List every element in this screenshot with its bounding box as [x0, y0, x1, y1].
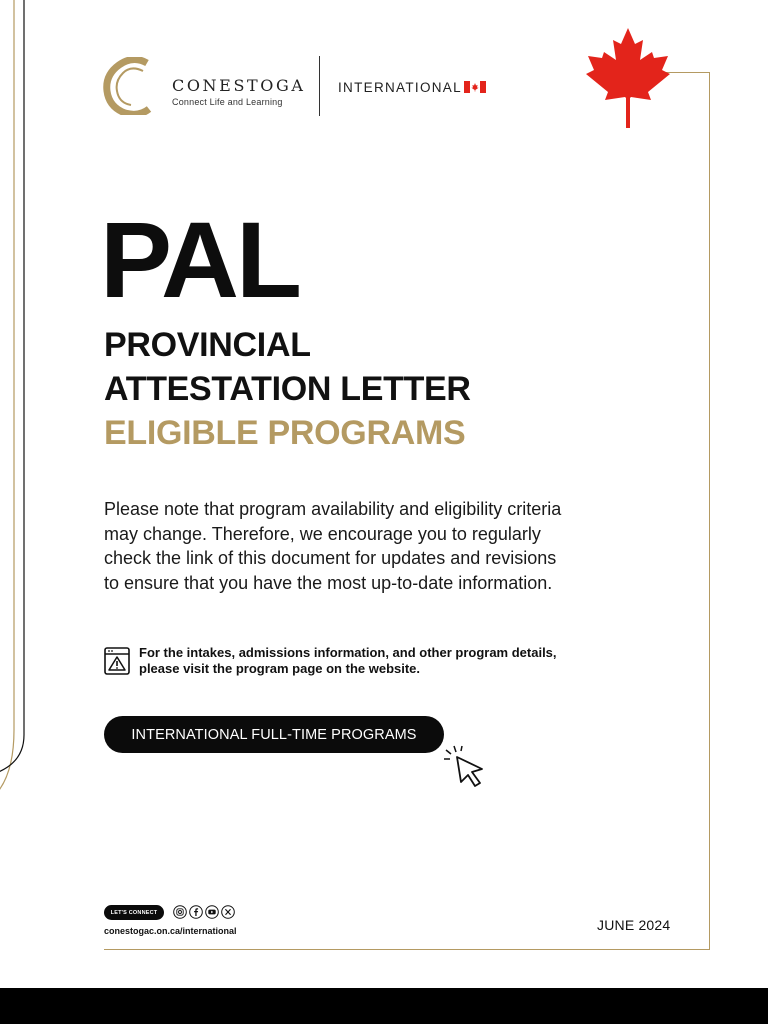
click-cursor-icon [442, 740, 492, 790]
frame-bottom-line [104, 949, 710, 950]
brand-division: INTERNATIONAL [338, 80, 462, 95]
international-programs-button[interactable]: INTERNATIONAL FULL-TIME PROGRAMS [104, 716, 444, 753]
decorative-left-curves [0, 0, 40, 820]
instagram-icon[interactable] [173, 905, 187, 919]
website-link[interactable]: conestogac.on.ca/international [104, 926, 237, 936]
publication-date: JUNE 2024 [597, 917, 671, 933]
intro-paragraph: Please note that program availability and eligibility criteria may change. Therefore, we encourage you to regularly check the link of this document for updates and revisions to ensure that you have the most up-to-date information. [104, 499, 562, 593]
lets-connect-badge: LET'S CONNECT [104, 905, 164, 920]
frame-right-line [709, 72, 710, 950]
browser-warning-icon [104, 647, 130, 675]
brand-tagline: Connect Life and Learning [172, 97, 283, 107]
subtitle-line-3: ELIGIBLE PROGRAMS [104, 414, 466, 452]
brand-name: CONESTOGA [172, 76, 306, 95]
youtube-icon[interactable] [205, 905, 219, 919]
maple-leaf-icon [582, 26, 674, 128]
conestoga-logo-icon [103, 57, 155, 115]
x-icon[interactable] [221, 905, 235, 919]
subtitle-line-2: ATTESTATION LETTER [104, 370, 471, 408]
logo-divider [319, 56, 320, 116]
bottom-black-bar [0, 988, 768, 1024]
page-title: PAL [100, 199, 299, 320]
subtitle-line-1: PROVINCIAL [104, 326, 311, 364]
canada-flag-icon [464, 81, 486, 93]
program-info-note: For the intakes, admissions information, and other program details, please visit the program page on the website. [139, 645, 557, 676]
facebook-icon[interactable] [189, 905, 203, 919]
